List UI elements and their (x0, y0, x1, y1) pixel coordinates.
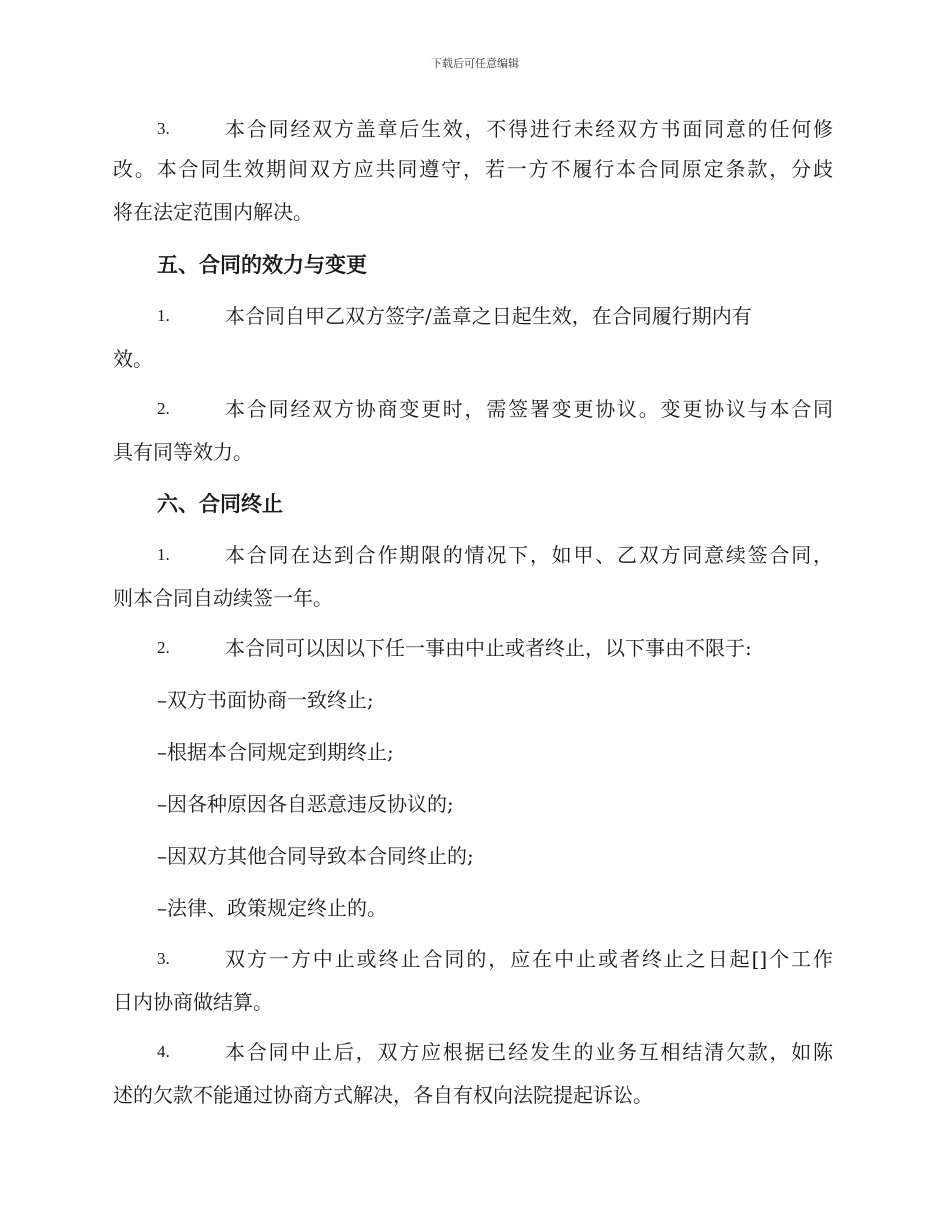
section-heading: 六、合同终止 (157, 492, 283, 516)
clause-number: 2. (157, 638, 170, 657)
clause-text-line: 本合同经双方协商变更时，需签署变更协议。变更协议与本合同 (225, 397, 833, 421)
list-item: –根据本合同规定到期终止; (157, 740, 394, 764)
clause-number: 4. (157, 1042, 170, 1061)
clause-number: 1. (157, 306, 170, 325)
clause-text-line: 效。 (113, 347, 153, 371)
clause-number: 3. (157, 949, 170, 968)
clause-text-line: 具有同等效力。 (113, 440, 253, 464)
list-item: –双方书面协商一致终止; (157, 688, 374, 712)
clause-number: 1. (157, 545, 170, 564)
clause-text-line: 本合同在达到合作期限的情况下，如甲、乙双方同意续签合同， (225, 543, 833, 567)
clause-text-line: 本合同经双方盖章后生效，不得进行未经双方书面同意的任何修 (225, 117, 833, 141)
clause-text-line: 本合同自甲乙双方签字/盖章之日起生效，在合同履行期内有 (225, 304, 752, 328)
clause-text-line: 日内协商做结算。 (113, 990, 273, 1014)
clause-text-line: 将在法定范围内解决。 (113, 200, 313, 224)
clause-text-line: 改。本合同生效期间双方应共同遵守，若一方不履行本合同原定条款，分歧 (113, 157, 833, 181)
clause-text-line: 本合同可以因以下任一事由中止或者终止，以下事由不限于: (225, 636, 752, 660)
page-header: 下载后可任意编辑 (431, 57, 519, 70)
list-item: –因各种原因各自恶意违反协议的; (157, 792, 454, 816)
clause-number: 2. (157, 399, 170, 418)
clause-text-line: 本合同中止后，双方应根据已经发生的业务互相结清欠款，如陈 (225, 1040, 833, 1064)
clause-number: 3. (157, 119, 170, 138)
list-item: –法律、政策规定终止的。 (157, 896, 387, 920)
section-heading: 五、合同的效力与变更 (157, 253, 367, 277)
clause-text-line: 述的欠款不能通过协商方式解决，各自有权向法院提起诉讼。 (113, 1083, 653, 1107)
clause-text-line: 则本合同自动续签一年。 (113, 586, 333, 610)
clause-text-line: 双方一方中止或终止合同的，应在中止或者终止之日起[]个工作 (225, 947, 833, 971)
list-item: –因双方其他合同导致本合同终止的; (157, 844, 474, 868)
